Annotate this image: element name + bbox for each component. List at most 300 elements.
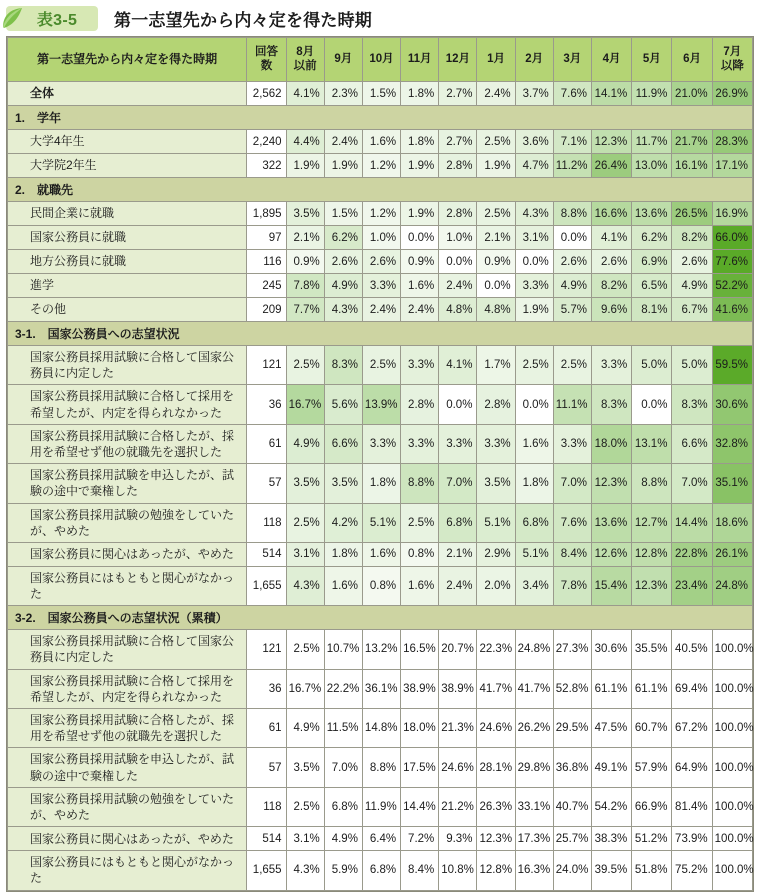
row-value-cell: 24.8%	[515, 630, 553, 669]
row-value-cell: 23.4%	[672, 566, 712, 605]
section-header-label: 1. 学年	[8, 106, 753, 130]
header-cell-text: 第一志望先から内々定を得た時期	[37, 51, 218, 66]
row-value-cell: 52.2%	[712, 274, 752, 298]
row-value-cell: 2.5%	[553, 346, 591, 385]
row-value-cell: 26.4%	[591, 154, 631, 178]
row-value-cell: 4.2%	[324, 503, 362, 542]
row-response-count: 1,655	[247, 566, 286, 605]
row-value-cell: 5.6%	[324, 385, 362, 424]
header-label-column	[8, 38, 247, 82]
row-value-cell: 2.5%	[286, 787, 324, 826]
row-value-cell: 35.5%	[632, 630, 672, 669]
row-value-cell: 18.0%	[591, 424, 631, 463]
row-value-cell: 21.7%	[672, 130, 712, 154]
row-label: 民間企業に就職	[8, 202, 247, 226]
row-value-cell: 7.1%	[553, 130, 591, 154]
row-value-cell: 6.8%	[515, 503, 553, 542]
table-row	[8, 748, 753, 787]
row-value-cell: 2.5%	[477, 202, 515, 226]
row-value-cell: 61.1%	[591, 669, 631, 708]
row-value-cell: 1.2%	[362, 154, 400, 178]
row-value-cell: 4.4%	[286, 130, 324, 154]
row-value-cell: 4.3%	[286, 851, 324, 890]
row-response-count: 209	[247, 298, 286, 322]
row-value-cell: 67.2%	[672, 709, 712, 748]
row-value-cell: 33.1%	[515, 787, 553, 826]
row-value-cell: 14.4%	[672, 503, 712, 542]
row-value-cell: 16.9%	[712, 202, 752, 226]
row-value-cell: 1.0%	[362, 226, 400, 250]
table-row	[8, 226, 753, 250]
row-value-cell: 1.9%	[515, 298, 553, 322]
row-response-count: 1,655	[247, 851, 286, 890]
header-cell-text: 10月	[369, 52, 394, 65]
row-value-cell: 1.9%	[286, 154, 324, 178]
row-value-cell: 5.1%	[477, 503, 515, 542]
row-label: 国家公務員にはもともと関心がなかった	[8, 566, 247, 605]
row-label: 国家公務員採用試験の勉強をしていたが、やめた	[8, 787, 247, 826]
row-value-cell: 24.8%	[712, 566, 752, 605]
row-value-cell: 18.0%	[401, 709, 439, 748]
row-value-cell: 4.3%	[324, 298, 362, 322]
table-row	[8, 154, 753, 178]
table-row	[8, 827, 753, 851]
header-column-9	[553, 38, 591, 82]
row-value-cell: 8.2%	[672, 226, 712, 250]
header-cell-text: 2月	[525, 52, 544, 65]
row-response-count: 116	[247, 250, 286, 274]
row-value-cell: 22.3%	[477, 630, 515, 669]
row-value-cell: 8.3%	[672, 385, 712, 424]
row-value-cell: 8.1%	[632, 298, 672, 322]
header-column-12	[672, 38, 712, 82]
row-value-cell: 6.6%	[672, 424, 712, 463]
row-value-cell: 13.2%	[362, 630, 400, 669]
row-value-cell: 2.4%	[324, 130, 362, 154]
row-value-cell: 17.3%	[515, 827, 553, 851]
row-value-cell: 57.9%	[632, 748, 672, 787]
row-value-cell: 5.7%	[553, 298, 591, 322]
row-value-cell: 1.6%	[401, 566, 439, 605]
row-label: 全体	[8, 82, 247, 106]
row-value-cell: 1.8%	[324, 542, 362, 566]
row-value-cell: 40.7%	[553, 787, 591, 826]
row-value-cell: 51.2%	[632, 827, 672, 851]
row-value-cell: 17.1%	[712, 154, 752, 178]
table-row	[8, 274, 753, 298]
row-response-count: 1,895	[247, 202, 286, 226]
row-label: 国家公務員採用試験を申込したが、試験の途中で棄権した	[8, 748, 247, 787]
header-cell-text: 回答	[254, 46, 278, 59]
row-response-count: 36	[247, 669, 286, 708]
header-cell-text: 4月	[602, 52, 621, 65]
row-value-cell: 4.9%	[553, 274, 591, 298]
row-value-cell: 3.6%	[515, 130, 553, 154]
row-value-cell: 3.5%	[286, 202, 324, 226]
row-response-count: 57	[247, 464, 286, 503]
row-value-cell: 6.6%	[324, 424, 362, 463]
header-cell-text: 1月	[487, 52, 505, 65]
row-value-cell: 0.9%	[401, 250, 439, 274]
row-value-cell: 24.0%	[553, 851, 591, 890]
header-cell-text: 3月	[563, 52, 582, 65]
row-value-cell: 30.6%	[591, 630, 631, 669]
row-value-cell: 7.0%	[672, 464, 712, 503]
row-value-cell: 2.4%	[362, 298, 400, 322]
row-value-cell: 2.4%	[401, 298, 439, 322]
row-response-count: 322	[247, 154, 286, 178]
row-value-cell: 100.0%	[712, 748, 752, 787]
row-value-cell: 22.2%	[324, 669, 362, 708]
row-value-cell: 3.5%	[286, 748, 324, 787]
row-value-cell: 75.2%	[672, 851, 712, 890]
row-value-cell: 35.1%	[712, 464, 752, 503]
row-value-cell: 7.0%	[439, 464, 477, 503]
row-value-cell: 3.3%	[515, 274, 553, 298]
row-value-cell: 2.9%	[477, 542, 515, 566]
row-label: 国家公務員採用試験に合格したが、採用を希望せず他の就職先を選択した	[8, 424, 247, 463]
row-value-cell: 2.4%	[439, 274, 477, 298]
header-cell-text: 9月	[334, 52, 353, 65]
row-value-cell: 8.8%	[632, 464, 672, 503]
row-value-cell: 8.8%	[401, 464, 439, 503]
row-value-cell: 11.7%	[632, 130, 672, 154]
table-row	[8, 202, 753, 226]
row-value-cell: 4.9%	[286, 709, 324, 748]
row-value-cell: 32.8%	[712, 424, 752, 463]
table-row	[8, 250, 753, 274]
row-value-cell: 26.1%	[712, 542, 752, 566]
row-value-cell: 8.8%	[362, 748, 400, 787]
header-column-10	[591, 38, 631, 82]
row-value-cell: 12.3%	[591, 464, 631, 503]
table-row	[8, 130, 753, 154]
row-value-cell: 4.9%	[324, 274, 362, 298]
row-value-cell: 2.6%	[324, 250, 362, 274]
table-row	[8, 82, 753, 106]
row-value-cell: 16.6%	[591, 202, 631, 226]
row-value-cell: 10.8%	[439, 851, 477, 890]
row-value-cell: 12.3%	[591, 130, 631, 154]
row-value-cell: 2.8%	[439, 202, 477, 226]
table-header-row	[8, 38, 753, 82]
row-value-cell: 2.5%	[477, 130, 515, 154]
row-value-cell: 2.5%	[362, 346, 400, 385]
row-label: 国家公務員採用試験に合格して採用を希望したが、内定を得られなかった	[8, 385, 247, 424]
row-value-cell: 1.7%	[477, 346, 515, 385]
row-value-cell: 1.9%	[477, 154, 515, 178]
row-label: 進学	[8, 274, 247, 298]
table-row	[8, 566, 753, 605]
row-value-cell: 13.6%	[591, 503, 631, 542]
section-header-label: 3-1. 国家公務員への志望状況	[8, 322, 753, 346]
row-value-cell: 16.5%	[401, 630, 439, 669]
row-value-cell: 3.1%	[286, 827, 324, 851]
survey-table	[7, 37, 753, 891]
row-value-cell: 15.4%	[591, 566, 631, 605]
row-value-cell: 3.3%	[362, 424, 400, 463]
table-number-badge	[6, 6, 98, 31]
table-row	[8, 630, 753, 669]
row-value-cell: 8.8%	[553, 202, 591, 226]
row-value-cell: 1.5%	[324, 202, 362, 226]
row-response-count: 97	[247, 226, 286, 250]
row-value-cell: 0.9%	[477, 250, 515, 274]
row-value-cell: 0.8%	[362, 566, 400, 605]
row-value-cell: 51.8%	[632, 851, 672, 890]
row-value-cell: 73.9%	[672, 827, 712, 851]
row-value-cell: 4.1%	[591, 226, 631, 250]
row-value-cell: 3.3%	[401, 346, 439, 385]
row-value-cell: 0.0%	[632, 385, 672, 424]
row-value-cell: 0.0%	[515, 250, 553, 274]
row-value-cell: 39.5%	[591, 851, 631, 890]
row-value-cell: 24.6%	[477, 709, 515, 748]
row-value-cell: 1.0%	[439, 226, 477, 250]
row-value-cell: 7.0%	[324, 748, 362, 787]
header-cell-text: 数	[260, 59, 273, 72]
row-value-cell: 13.0%	[632, 154, 672, 178]
row-value-cell: 7.7%	[286, 298, 324, 322]
row-value-cell: 61.1%	[632, 669, 672, 708]
row-value-cell: 0.0%	[477, 274, 515, 298]
row-value-cell: 16.3%	[515, 851, 553, 890]
row-value-cell: 49.1%	[591, 748, 631, 787]
row-value-cell: 9.6%	[591, 298, 631, 322]
row-value-cell: 1.8%	[401, 82, 439, 106]
header-column-3	[324, 38, 362, 82]
table-number-label: 表3-5	[36, 11, 78, 29]
row-value-cell: 3.5%	[324, 464, 362, 503]
row-value-cell: 26.9%	[712, 82, 752, 106]
row-value-cell: 0.0%	[439, 250, 477, 274]
row-label: 国家公務員採用試験の勉強をしていたが、やめた	[8, 503, 247, 542]
row-value-cell: 6.7%	[672, 298, 712, 322]
row-value-cell: 64.9%	[672, 748, 712, 787]
row-value-cell: 2.7%	[439, 130, 477, 154]
row-label: 国家公務員採用試験に合格したが、採用を希望せず他の就職先を選択した	[8, 709, 247, 748]
row-value-cell: 0.0%	[553, 226, 591, 250]
row-value-cell: 16.7%	[286, 669, 324, 708]
row-response-count: 61	[247, 709, 286, 748]
header-column-5	[401, 38, 439, 82]
row-value-cell: 14.4%	[401, 787, 439, 826]
row-value-cell: 11.9%	[362, 787, 400, 826]
row-value-cell: 1.9%	[401, 202, 439, 226]
header-cell-text: 6月	[683, 52, 701, 65]
row-value-cell: 1.6%	[362, 542, 400, 566]
row-value-cell: 8.4%	[553, 542, 591, 566]
row-value-cell: 1.8%	[515, 464, 553, 503]
row-value-cell: 5.0%	[632, 346, 672, 385]
header-cell-text: 12月	[445, 52, 470, 65]
leaf-icon	[1, 7, 25, 30]
row-value-cell: 0.8%	[401, 542, 439, 566]
row-value-cell: 13.6%	[632, 202, 672, 226]
row-response-count: 121	[247, 346, 286, 385]
row-value-cell: 4.9%	[672, 274, 712, 298]
header-column-2	[286, 38, 324, 82]
row-value-cell: 14.1%	[591, 82, 631, 106]
row-value-cell: 2.5%	[286, 630, 324, 669]
row-value-cell: 4.7%	[515, 154, 553, 178]
row-value-cell: 0.0%	[439, 385, 477, 424]
row-value-cell: 3.3%	[591, 346, 631, 385]
header-cell-text: 以前	[293, 59, 317, 72]
row-label: 国家公務員に就職	[8, 226, 247, 250]
table-row	[8, 787, 753, 826]
row-value-cell: 11.2%	[553, 154, 591, 178]
row-value-cell: 47.5%	[591, 709, 631, 748]
row-value-cell: 12.6%	[591, 542, 631, 566]
row-response-count: 245	[247, 274, 286, 298]
page-title: 第一志望先から内々定を得た時期	[114, 10, 372, 30]
row-value-cell: 2.8%	[401, 385, 439, 424]
row-value-cell: 1.8%	[401, 130, 439, 154]
row-label: 大学4年生	[8, 130, 247, 154]
table-row	[8, 669, 753, 708]
row-value-cell: 38.3%	[591, 827, 631, 851]
row-value-cell: 2.1%	[477, 226, 515, 250]
row-value-cell: 6.8%	[362, 851, 400, 890]
row-value-cell: 11.9%	[632, 82, 672, 106]
row-value-cell: 13.1%	[632, 424, 672, 463]
header-cell-text: 以降	[720, 59, 744, 72]
row-value-cell: 7.6%	[553, 503, 591, 542]
row-value-cell: 21.0%	[672, 82, 712, 106]
row-value-cell: 2.5%	[286, 346, 324, 385]
row-value-cell: 0.0%	[515, 385, 553, 424]
row-value-cell: 36.8%	[553, 748, 591, 787]
row-value-cell: 81.4%	[672, 787, 712, 826]
table-section-row	[8, 178, 753, 202]
row-value-cell: 2.5%	[401, 503, 439, 542]
header-column-6	[439, 38, 477, 82]
row-value-cell: 2.8%	[477, 385, 515, 424]
row-value-cell: 4.3%	[286, 566, 324, 605]
row-label: 地方公務員に就職	[8, 250, 247, 274]
table-row	[8, 298, 753, 322]
row-value-cell: 0.0%	[401, 226, 439, 250]
row-value-cell: 16.1%	[672, 154, 712, 178]
row-value-cell: 4.1%	[286, 82, 324, 106]
header-cell-text: 7月	[723, 46, 742, 59]
row-value-cell: 12.8%	[632, 542, 672, 566]
table-row	[8, 464, 753, 503]
row-value-cell: 3.7%	[515, 82, 553, 106]
row-value-cell: 17.5%	[401, 748, 439, 787]
row-value-cell: 52.8%	[553, 669, 591, 708]
row-value-cell: 41.6%	[712, 298, 752, 322]
row-value-cell: 3.1%	[286, 542, 324, 566]
table-row	[8, 346, 753, 385]
row-value-cell: 30.6%	[712, 385, 752, 424]
row-label: 大学院2年生	[8, 154, 247, 178]
row-value-cell: 2.6%	[553, 250, 591, 274]
row-value-cell: 2.5%	[515, 346, 553, 385]
row-value-cell: 100.0%	[712, 669, 752, 708]
row-value-cell: 3.5%	[286, 464, 324, 503]
row-value-cell: 69.4%	[672, 669, 712, 708]
row-value-cell: 8.2%	[591, 274, 631, 298]
row-value-cell: 59.5%	[712, 346, 752, 385]
section-header-label: 2. 就職先	[8, 178, 753, 202]
row-value-cell: 2.0%	[477, 566, 515, 605]
row-value-cell: 4.8%	[477, 298, 515, 322]
row-value-cell: 4.9%	[324, 827, 362, 851]
row-value-cell: 7.0%	[553, 464, 591, 503]
header-column-13	[712, 38, 752, 82]
row-response-count: 2,240	[247, 130, 286, 154]
row-value-cell: 21.3%	[439, 709, 477, 748]
table-body	[8, 82, 753, 891]
table-row	[8, 503, 753, 542]
row-response-count: 57	[247, 748, 286, 787]
row-response-count: 514	[247, 542, 286, 566]
row-value-cell: 100.0%	[712, 851, 752, 890]
section-header-label: 3-2. 国家公務員への志望状況（累積）	[8, 606, 753, 630]
row-value-cell: 5.9%	[324, 851, 362, 890]
row-value-cell: 2.4%	[439, 566, 477, 605]
table-section-row	[8, 322, 753, 346]
row-value-cell: 3.4%	[515, 566, 553, 605]
row-value-cell: 25.7%	[553, 827, 591, 851]
row-label: 国家公務員採用試験に合格して国家公務員に内定した	[8, 346, 247, 385]
header-column-1	[247, 38, 286, 82]
row-value-cell: 54.2%	[591, 787, 631, 826]
row-value-cell: 36.1%	[362, 669, 400, 708]
row-value-cell: 27.3%	[553, 630, 591, 669]
table-section-row	[8, 606, 753, 630]
row-label: 国家公務員に関心はあったが、やめた	[8, 827, 247, 851]
header-column-4	[362, 38, 400, 82]
row-value-cell: 5.1%	[515, 542, 553, 566]
row-value-cell: 41.7%	[515, 669, 553, 708]
row-value-cell: 12.3%	[632, 566, 672, 605]
row-value-cell: 1.2%	[362, 202, 400, 226]
row-value-cell: 100.0%	[712, 827, 752, 851]
row-label: その他	[8, 298, 247, 322]
row-value-cell: 28.3%	[712, 130, 752, 154]
row-value-cell: 14.8%	[362, 709, 400, 748]
row-value-cell: 1.6%	[324, 566, 362, 605]
data-table-container	[6, 36, 754, 892]
row-value-cell: 1.5%	[362, 82, 400, 106]
row-value-cell: 2.1%	[439, 542, 477, 566]
row-value-cell: 2.1%	[286, 226, 324, 250]
row-label: 国家公務員にはもともと関心がなかった	[8, 851, 247, 890]
row-value-cell: 12.7%	[632, 503, 672, 542]
row-value-cell: 26.5%	[672, 202, 712, 226]
row-response-count: 514	[247, 827, 286, 851]
row-value-cell: 4.9%	[286, 424, 324, 463]
row-value-cell: 3.3%	[477, 424, 515, 463]
row-value-cell: 29.8%	[515, 748, 553, 787]
row-value-cell: 5.1%	[362, 503, 400, 542]
row-value-cell: 8.4%	[401, 851, 439, 890]
header-cell-text: 11月	[407, 52, 432, 65]
row-value-cell: 4.1%	[439, 346, 477, 385]
row-value-cell: 3.3%	[362, 274, 400, 298]
table-row	[8, 424, 753, 463]
row-value-cell: 3.3%	[553, 424, 591, 463]
row-value-cell: 1.6%	[515, 424, 553, 463]
table-row	[8, 851, 753, 890]
row-label: 国家公務員に関心はあったが、やめた	[8, 542, 247, 566]
row-value-cell: 100.0%	[712, 630, 752, 669]
row-value-cell: 8.3%	[324, 346, 362, 385]
row-value-cell: 60.7%	[632, 709, 672, 748]
